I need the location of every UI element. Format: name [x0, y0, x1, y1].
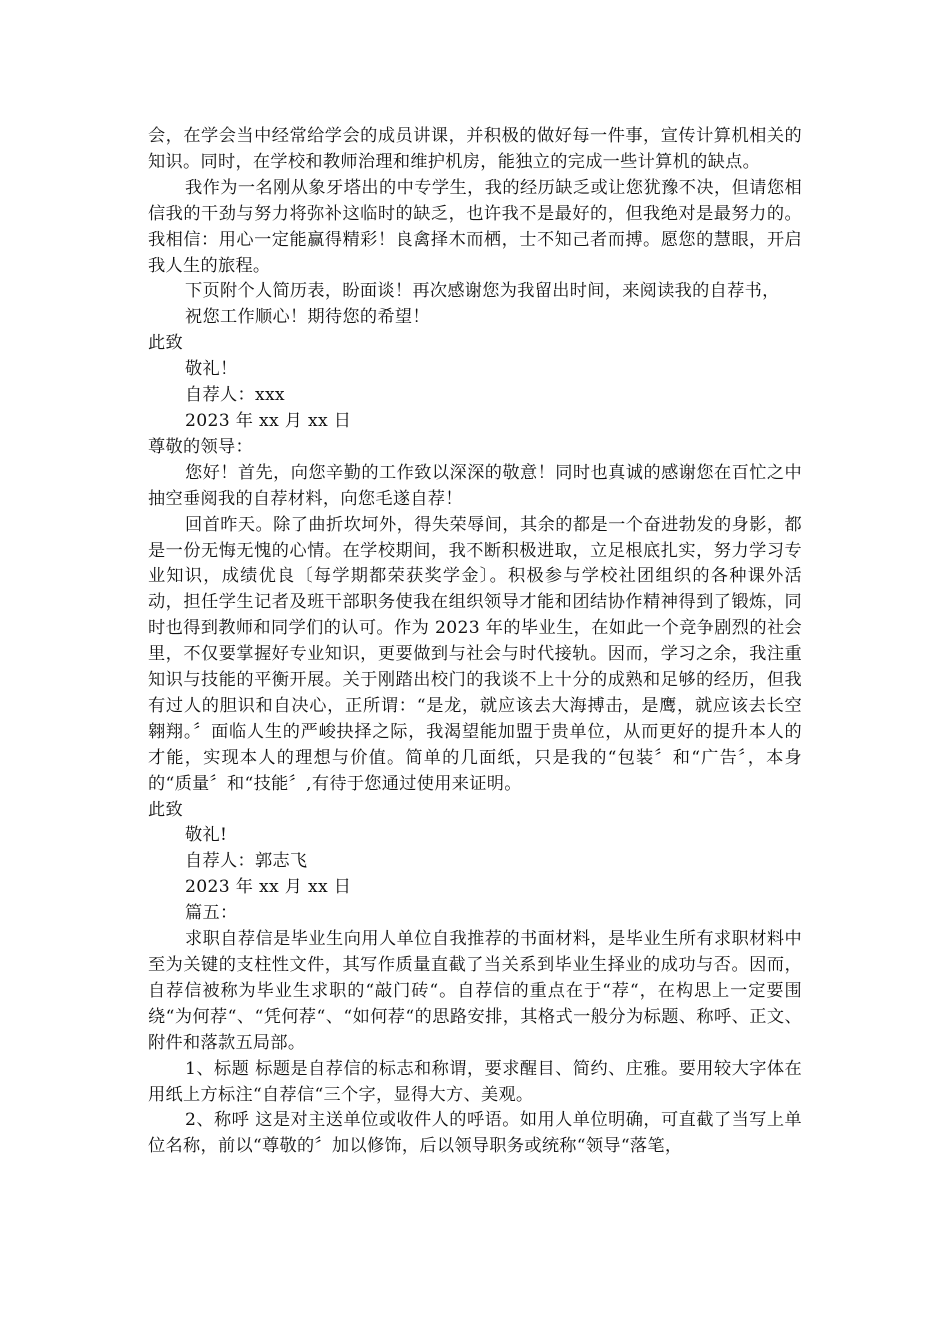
signature-date-2: 2023 年 xx 月 xx 日 [185, 877, 352, 898]
paragraph-salutation-rule: 2、称呼 这是对主送单位或收件人的呼语。如用人单位明确，可直截了当写上单位名称，前以“尊敬的〞加以修饰，后以领导职务或统称“领导“落笔， [148, 1110, 802, 1157]
closing-cizhi-2: 此致 [148, 799, 183, 820]
document-body [148, 124, 802, 1160]
signature-name-2: 自荐人：郭志飞 [185, 851, 308, 872]
paragraph-continuation: 会，在学会当中经常给学会的成员讲课，并积极的做好每一件事，宣传计算机相关的知识。同时，在学校和教师治理和维护机房，能独立的完成一些计算机的缺点。 [148, 126, 802, 172]
paragraph-title-rule: 1、标题 标题是自荐信的标志和称谓，要求醒目、简约、庄雅。要用较大字体在用纸上方标注“自荐信“三个字，显得大方、美观。 [148, 1058, 802, 1105]
signature-date: 2023 年 xx 月 xx 日 [185, 410, 352, 431]
salutation: 尊敬的领导： [148, 436, 253, 457]
paragraph-background: 回首昨天。除了曲折坎坷外，得失荣辱间，其余的都是一个奋进勃发的身影，都是一份无悔无愧的心情。在学校期间，我不断积极进取，立足根底扎实，努力学习专业知识，成绩优良〔每学期都荣获奖学金〕。积极参与学校社团组织的各种课外活动，担任学生记者及班干部职务使我在组织领导才能和团结协作精神得到了锻炼，同时也得到教师和同学们的认可。作为 2023 年的毕业生，在如此一个竞争剧烈的社会里，不仅要掌握好专业知识，更要做到与社会与时代接轨。因而，学习之余，我注重知识与技能的平衡开展。关于刚踏出校门的我谈不上十分的成熟和足够的经历，但我有过人的胆识和自决心，正所谓：“是龙，就应该去大海搏击，是鹰，就应该去长空翱翔。〞面临人生的严峻抉择之际，我渴望能加盟于贵单位，从而更好的提升本人的才能，实现本人的理想与价值。简单的几面纸，只是我的“包装〞和“广告〞，本身的“质量〞和“技能〞,有待于您通过使用来证明。 [148, 514, 802, 794]
signature-name: 自荐人：xxx [185, 385, 285, 406]
paragraph-intro: 求职自荐信是毕业生向用人单位自我推荐的书面材料，是毕业生所有求职材料中至为关键的支柱性文件，其写作质量直截了当关系到毕业生择业的成功与否。因而，自荐信被称为毕业生求职的“敲门砖“。自荐信的重点在于“荐“，在构思上一定要围绕“为何荐“、“凭何荐“、“如何荐“的思路安排，其格式一般分为标题、称呼、正文、附件和落款五局部。 [148, 929, 802, 1053]
closing-jingli: 敬礼！ [185, 359, 238, 380]
paragraph-self-assessment: 我作为一名刚从象牙塔出的中专学生，我的经历缺乏或让您犹豫不决，但请您相信我的干劲与努力将弥补这临时的缺乏，也许我不是最好的，但我绝对是最努力的。我相信：用心一定能赢得精彩！良禽择木而栖，士不知己者而搏。愿您的慧眼，开启我人生的旅程。 [148, 177, 802, 276]
section-heading: 篇五： [185, 903, 238, 924]
paragraph-resume-note: 下页附个人简历表，盼面谈！再次感谢您为我留出时间，来阅读我的自荐书， [185, 281, 780, 302]
closing-jingli-2: 敬礼! [185, 825, 228, 846]
closing-cizhi: 此致 [148, 333, 183, 354]
paragraph-greeting: 您好！首先，向您辛勤的工作致以深深的敬意！同时也真诚的感谢您在百忙之中抽空垂阅我的自荐材料，向您毛遂自荐！ [148, 462, 802, 509]
paragraph-wishes: 祝您工作顺心！期待您的希望！ [185, 307, 430, 328]
